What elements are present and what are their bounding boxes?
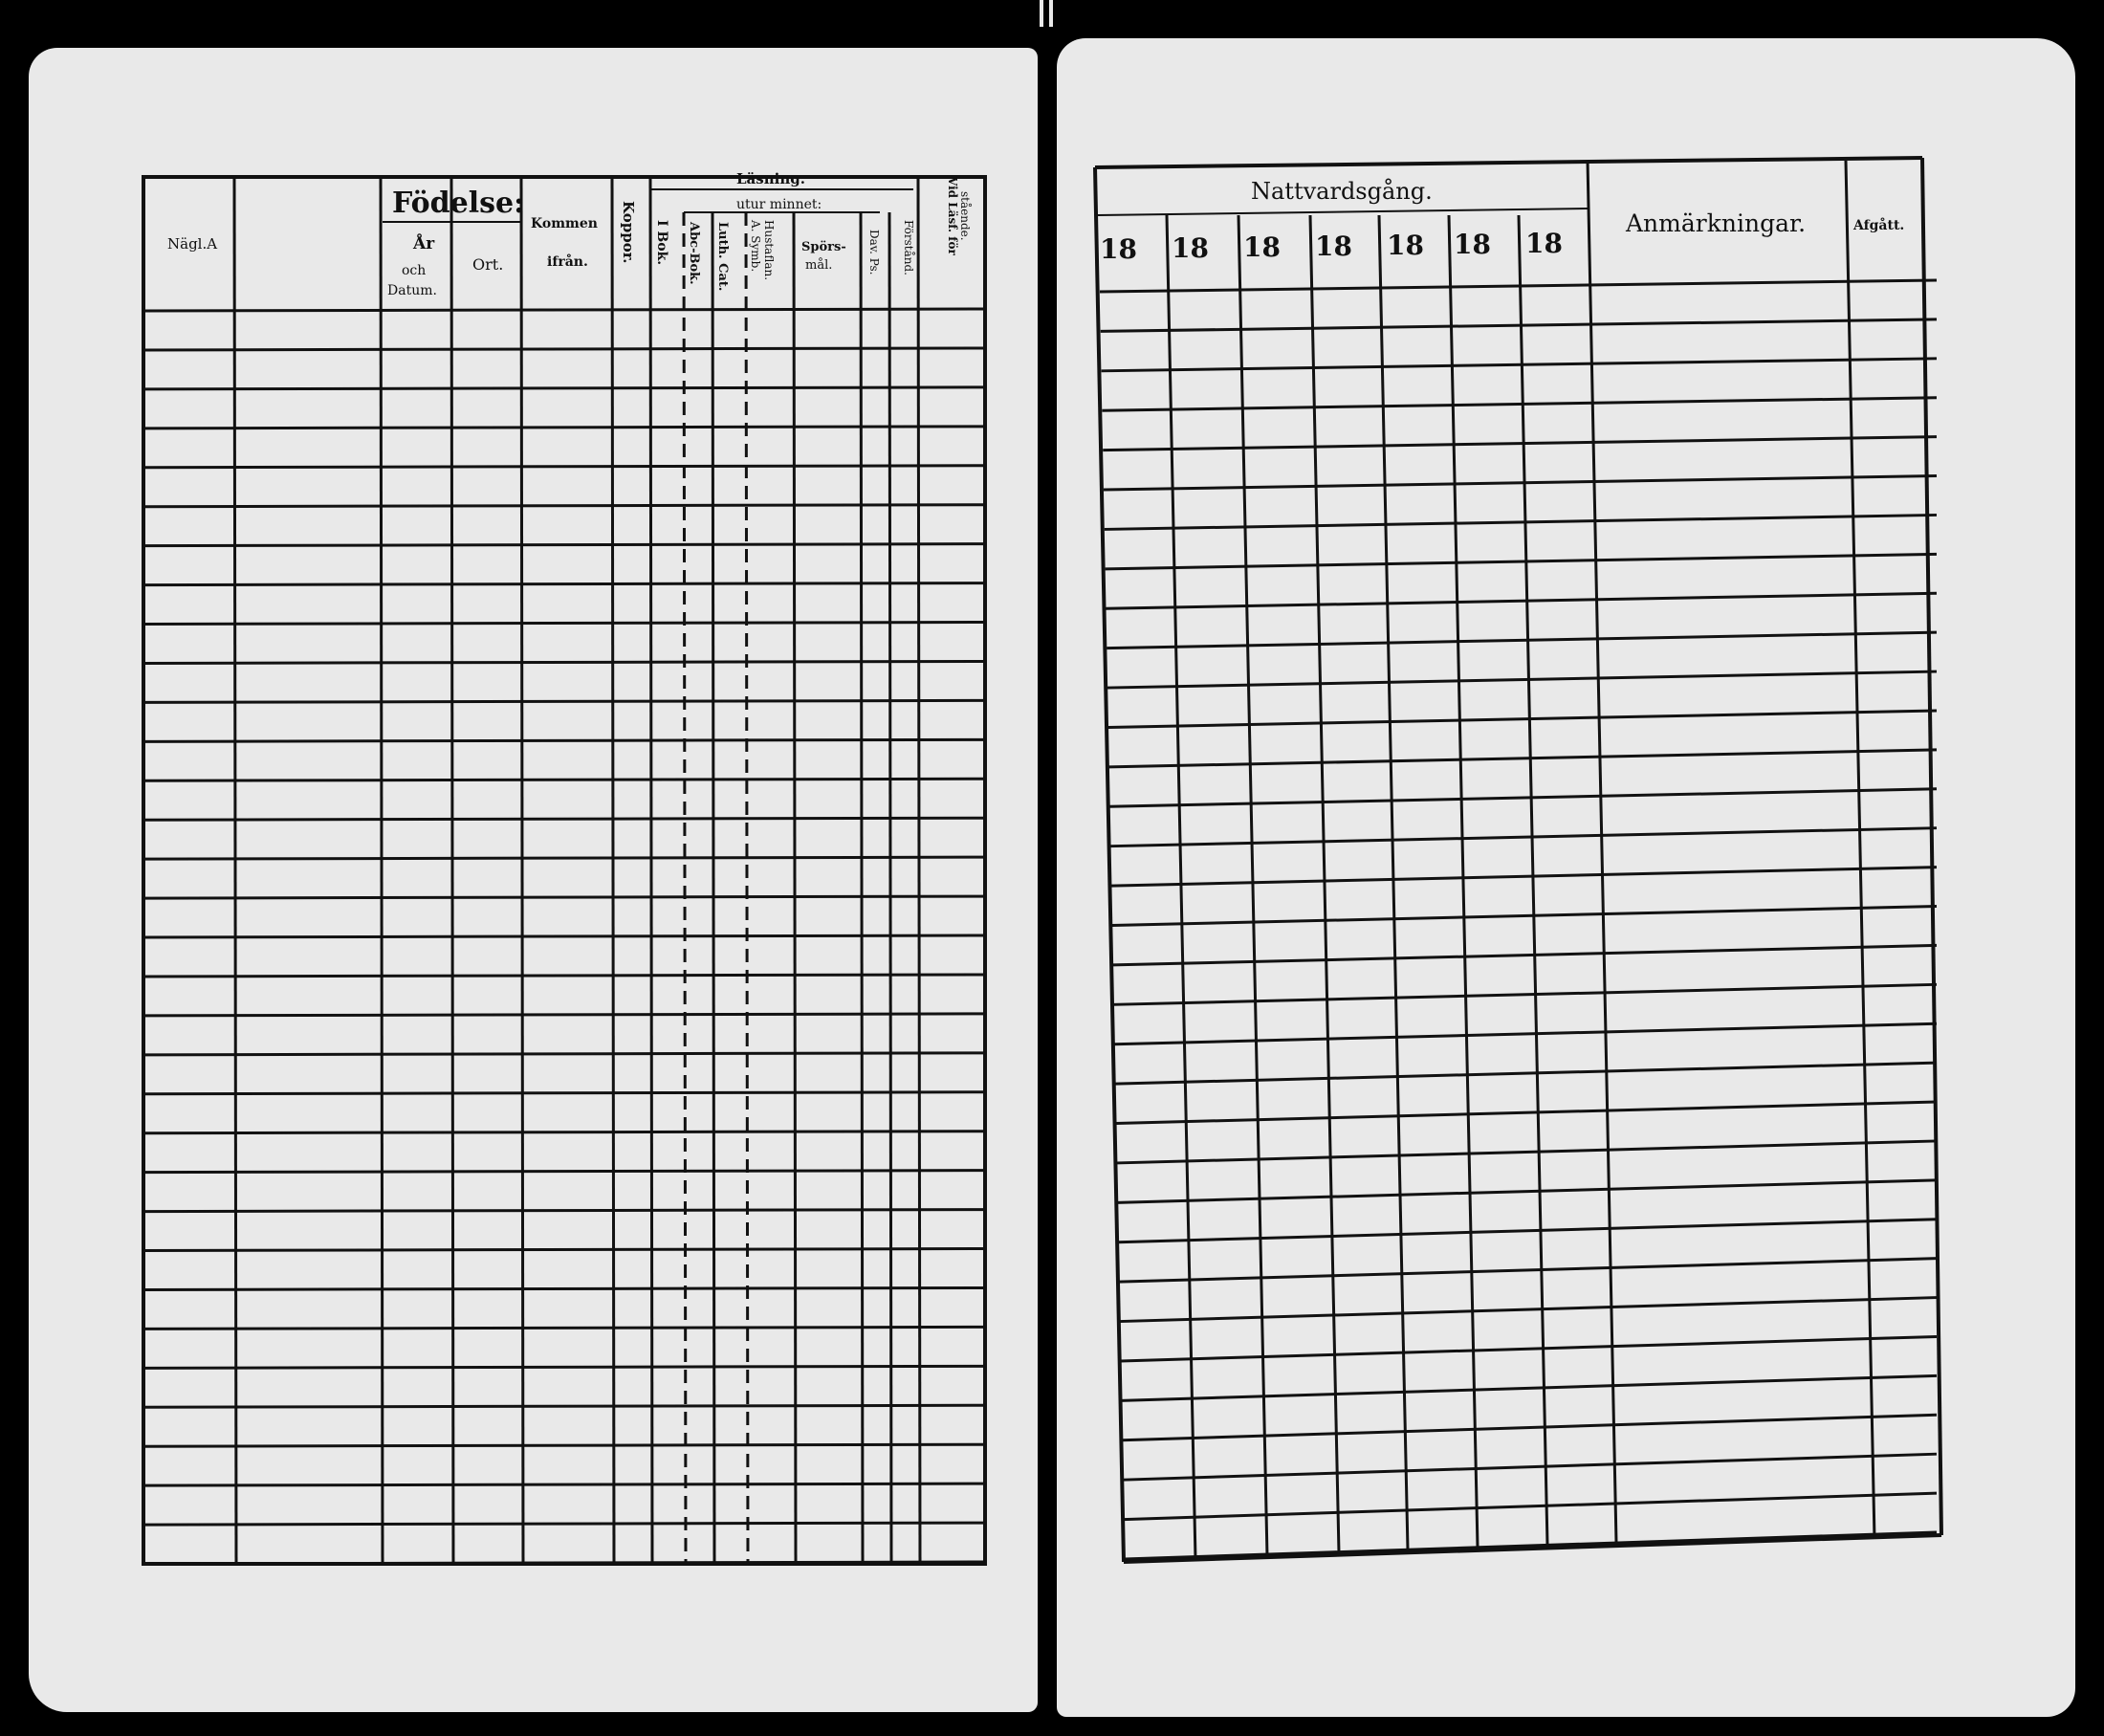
right-row-line: [1119, 1259, 1937, 1283]
header-anmarkningar: Anmärkningar.: [1626, 209, 1807, 237]
header-symb: A. Symb.: [749, 220, 762, 273]
header-bok: I Bok.: [654, 220, 669, 266]
header-datum: Datum.: [387, 283, 437, 298]
left-row-line: [143, 1171, 985, 1173]
left-row-line: [143, 1444, 985, 1446]
left-row-line: [143, 1210, 985, 1212]
left-row-line: [143, 583, 985, 585]
right-row-line: [1106, 554, 1937, 569]
left-row-line: [143, 1132, 985, 1133]
right-row-line: [1125, 1532, 1937, 1559]
right-column-line: [1238, 215, 1267, 1556]
left-column-line: [861, 212, 863, 1564]
left-row-line: [143, 818, 985, 820]
header-utur-minnet: utur minnet:: [736, 197, 822, 212]
right-row-line: [1113, 984, 1937, 1004]
right-column-line: [1167, 215, 1195, 1559]
year-prefix-label: 18: [1387, 230, 1424, 261]
right-column-line: [1588, 161, 1616, 1542]
left-column-line: [712, 212, 714, 1564]
right-row-line: [1102, 359, 1937, 371]
left-row-line: [143, 1405, 985, 1407]
right-row-line: [1112, 907, 1937, 926]
left-row-line: [143, 623, 985, 625]
header-mal: mål.: [805, 258, 833, 273]
left-row-line: [143, 975, 985, 977]
header-lasning: Läsning.: [736, 170, 805, 187]
left-row-line: [143, 896, 985, 898]
header-forstand: Förstånd.: [902, 220, 915, 275]
right-row-line: [1123, 1454, 1937, 1480]
year-prefix-label: 18: [1172, 232, 1209, 264]
right-row-line: [1105, 515, 1937, 529]
left-column-line: [612, 177, 614, 1564]
right-row-line: [1111, 868, 1937, 887]
left-row-line: [143, 427, 985, 429]
left-column-line: [234, 177, 236, 1564]
left-column-line: [650, 177, 652, 1564]
right-row-line: [1124, 1493, 1937, 1520]
left-column-line: [889, 212, 891, 1564]
left-row-line: [143, 309, 985, 311]
left-row-line: [143, 466, 985, 468]
right-row-line: [1109, 789, 1937, 807]
right-row-line: [1108, 711, 1937, 728]
header-luth-cat: Luth. Cat.: [715, 222, 730, 292]
left-row-line: [143, 1562, 985, 1564]
year-prefix-label: 18: [1315, 231, 1352, 262]
left-row-line: [143, 1053, 985, 1055]
year-prefix-label: 18: [1243, 231, 1281, 263]
right-column-line: [1449, 215, 1478, 1548]
right-row-line: [1116, 1102, 1937, 1124]
left-column-line: [746, 212, 748, 1564]
left-column-line: [451, 177, 453, 1564]
right-row-line: [1120, 1298, 1937, 1322]
right-column-line: [1519, 215, 1547, 1545]
right-row-line: [1114, 1023, 1937, 1044]
left-row-line: [143, 700, 985, 702]
left-row-line: [143, 779, 985, 780]
left-row-line: [143, 505, 985, 507]
right-row-line: [1115, 1063, 1937, 1084]
left-row-line: [143, 1249, 985, 1251]
left-row-line: [143, 544, 985, 546]
header-sporsmal: Spörs-: [801, 240, 846, 254]
left-row-line: [143, 857, 985, 859]
left-row-line: [143, 387, 985, 389]
right-column-line: [1846, 161, 1874, 1539]
left-column-line: [684, 212, 686, 1564]
left-row-line: [143, 1287, 985, 1289]
left-row-line: [143, 935, 985, 937]
left-row-line: [143, 661, 985, 663]
left-column-line: [918, 177, 920, 1564]
left-table: [143, 177, 985, 1564]
header-och: och: [402, 263, 427, 278]
right-table: [1095, 158, 1941, 1562]
header-koppor: Koppor.: [620, 201, 637, 264]
right-row-line: [1101, 319, 1937, 332]
left-row-line: [143, 1014, 985, 1016]
right-row-line: [1107, 671, 1937, 688]
right-row-line: [1103, 437, 1937, 450]
header-fodelse: Födelse:: [392, 187, 525, 220]
right-row-line: [1107, 632, 1937, 648]
right-row-line: [1122, 1415, 1937, 1440]
left-column-line: [794, 212, 796, 1564]
right-headers: [1100, 177, 1904, 265]
header-ar: År: [413, 234, 435, 253]
right-row-line: [1110, 828, 1937, 846]
right-row-line: [1104, 476, 1937, 491]
header-hustaflan: Hustaflan.: [762, 220, 776, 281]
right-row-line: [1121, 1336, 1937, 1361]
header-nattvardsgang: Nattvardsgång.: [1251, 178, 1433, 205]
right-row-line: [1117, 1141, 1937, 1163]
header-vid: Vid Läsf. för: [946, 177, 959, 255]
right-row-line: [1118, 1220, 1937, 1242]
year-prefix-label: 18: [1100, 233, 1137, 265]
right-row-line: [1106, 593, 1937, 608]
right-row-line: [1121, 1375, 1937, 1400]
left-column-line: [521, 177, 523, 1564]
header-afgatt: Afgått.: [1853, 218, 1905, 233]
right-row-line: [1109, 750, 1937, 767]
right-row-line: [1113, 945, 1937, 965]
header-ort: Ort.: [472, 255, 504, 274]
header-kommen: Kommen: [531, 216, 598, 231]
right-column-line: [1310, 215, 1339, 1553]
left-row-line: [143, 1366, 985, 1368]
left-row-line: [143, 1327, 985, 1329]
header-col1: Nägl.A: [167, 235, 218, 253]
left-row-line: [143, 1523, 985, 1525]
right-row-line: [1102, 398, 1937, 411]
left-row-line: [143, 1483, 985, 1485]
left-row-line: [143, 739, 985, 741]
right-column-line: [1379, 215, 1408, 1550]
left-row-line: [143, 1092, 985, 1094]
header-staende: stående.: [958, 191, 972, 241]
left-column-line: [381, 177, 383, 1564]
header-abc-bok: Abc-Bok.: [687, 222, 701, 285]
left-row-line: [143, 348, 985, 350]
right-row-line: [1100, 280, 1937, 292]
year-prefix-label: 18: [1525, 228, 1563, 259]
header-ifran: ifrån.: [547, 254, 588, 270]
right-row-line: [1117, 1180, 1937, 1203]
year-prefix-label: 18: [1454, 229, 1491, 260]
header-davids: Dav. Ps.: [867, 230, 881, 275]
